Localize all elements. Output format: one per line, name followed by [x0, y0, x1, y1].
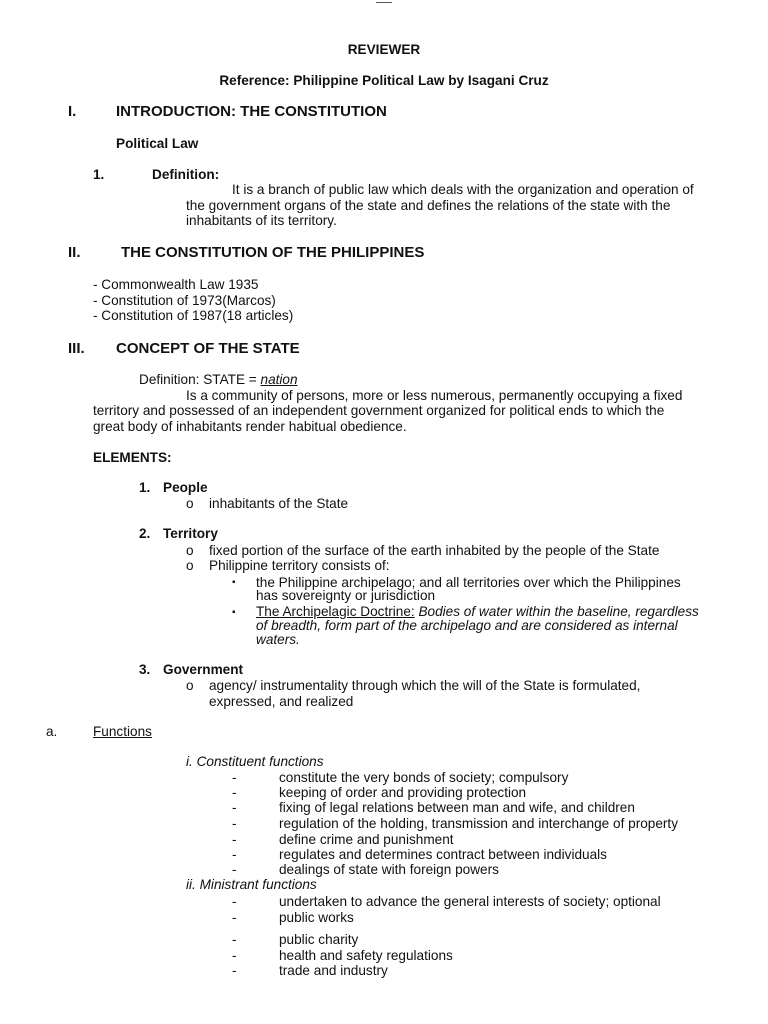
dash-bullet: -	[232, 894, 237, 909]
section3-title: CONCEPT OF THE STATE	[116, 340, 300, 357]
constituent-item: constitute the very bonds of society; compulsory	[279, 770, 569, 785]
archipelagic-doctrine-line2: of breadth, form part of the archipelago and are considered as internal	[256, 618, 678, 633]
ministrant-item: health and safety regulations	[279, 948, 453, 963]
dash-bullet: -	[232, 948, 237, 963]
dash-bullet: -	[232, 816, 237, 831]
dash-bullet: -	[232, 770, 237, 785]
bullet-circle-icon: o	[186, 496, 194, 511]
government-line1: agency/ instrumentality through which the will of the State is formulated,	[209, 678, 641, 693]
government-line2: expressed, and realized	[209, 694, 354, 709]
document-title: REVIEWER	[347, 42, 421, 57]
bullet-circle-icon: o	[186, 558, 194, 573]
dash-bullet: -	[232, 932, 237, 947]
document-reference: Reference: Philippine Political Law by Isagani Cruz	[219, 73, 549, 88]
territory-item-1: fixed portion of the surface of the earth inhabited by the people of the State	[209, 543, 660, 558]
functions-letter: a.	[46, 724, 58, 739]
functions-title: Functions	[93, 724, 152, 739]
territory-sub1-line1: the Philippine archipelago; and all territories over which the Philippines	[256, 575, 681, 590]
archipelagic-doctrine-text: Bodies of water within the baseline, regardless	[414, 604, 699, 619]
state-definition-term: nation	[260, 372, 298, 387]
territory-item-2: Philippine territory consists of:	[209, 558, 390, 573]
ministrant-item: public works	[279, 910, 354, 925]
element-people-label: People	[163, 480, 208, 495]
territory-sub1-line2: has sovereignty or jurisdiction	[256, 588, 436, 603]
section1-item-label: Definition:	[152, 167, 220, 182]
dash-bullet: -	[232, 847, 237, 862]
constitution-list-item: - Constitution of 1973(Marcos)	[93, 293, 276, 308]
constitution-list-item: - Constitution of 1987(18 articles)	[93, 308, 294, 323]
constitution-list-item: - Commonwealth Law 1935	[93, 277, 259, 292]
people-item: inhabitants of the State	[209, 496, 349, 511]
section1-item-number: 1.	[93, 167, 105, 182]
section1-subheading: Political Law	[116, 136, 199, 151]
element-government-number: 3.	[139, 662, 151, 677]
section3-numeral: III.	[68, 340, 85, 357]
square-bullet-icon: ▪	[232, 607, 236, 618]
political-law-definition-line3: inhabitants of its territory.	[186, 213, 337, 228]
dash-bullet: -	[232, 785, 237, 800]
square-bullet-icon: ▪	[232, 577, 236, 588]
constituent-item: regulation of the holding, transmission and interchange of property	[279, 816, 678, 831]
dash-bullet: -	[232, 800, 237, 815]
constituent-functions-heading: i. Constituent functions	[186, 754, 324, 769]
ministrant-item: public charity	[279, 932, 359, 947]
state-definition-line2: territory and possessed of an independent government organized for political ends to which the	[93, 403, 665, 418]
state-definition-label: Definition: STATE =	[139, 372, 261, 387]
constituent-item: fixing of legal relations between man and wife, and children	[279, 800, 635, 815]
dash-bullet: -	[232, 910, 237, 925]
dash-bullet: -	[232, 963, 237, 978]
political-law-definition-line2: the government organs of the state and defines the relations of the state with the	[186, 198, 671, 213]
constituent-item: dealings of state with foreign powers	[279, 862, 499, 877]
archipelagic-doctrine-title: The Archipelagic Doctrine:	[256, 604, 415, 619]
dash-bullet: -	[232, 862, 237, 877]
constituent-item: keeping of order and providing protection	[279, 785, 527, 800]
state-definition-first: Is a community of persons, more or less numerous, permanently occupying a fixed	[186, 388, 683, 403]
section1-title: INTRODUCTION: THE CONSTITUTION	[116, 103, 387, 120]
section2-numeral: II.	[68, 244, 81, 261]
element-people-number: 1.	[139, 480, 151, 495]
constituent-item: define crime and punishment	[279, 832, 454, 847]
constituent-item: regulates and determines contract between individuals	[279, 847, 607, 862]
dash-bullet: -	[232, 832, 237, 847]
element-government-label: Government	[163, 662, 244, 677]
bullet-circle-icon: o	[186, 543, 194, 558]
page-top-mark	[376, 2, 392, 3]
state-definition-line3: great body of inhabitants render habitual obedience.	[93, 419, 407, 434]
element-territory-label: Territory	[163, 526, 218, 541]
ministrant-item: undertaken to advance the general interests of society; optional	[279, 894, 661, 909]
elements-heading: ELEMENTS:	[93, 450, 172, 465]
state-definition-line	[139, 372, 298, 388]
bullet-circle-icon: o	[186, 678, 194, 693]
element-territory-number: 2.	[139, 526, 151, 541]
section1-numeral: I.	[68, 103, 77, 120]
archipelagic-doctrine-line3: waters.	[256, 632, 300, 647]
ministrant-functions-heading: ii. Ministrant functions	[186, 877, 317, 892]
section2-title: THE CONSTITUTION OF THE PHILIPPINES	[121, 244, 425, 261]
political-law-definition-first-line: It is a branch of public law which deals with the organization and operation of	[232, 182, 694, 197]
ministrant-item: trade and industry	[279, 963, 388, 978]
